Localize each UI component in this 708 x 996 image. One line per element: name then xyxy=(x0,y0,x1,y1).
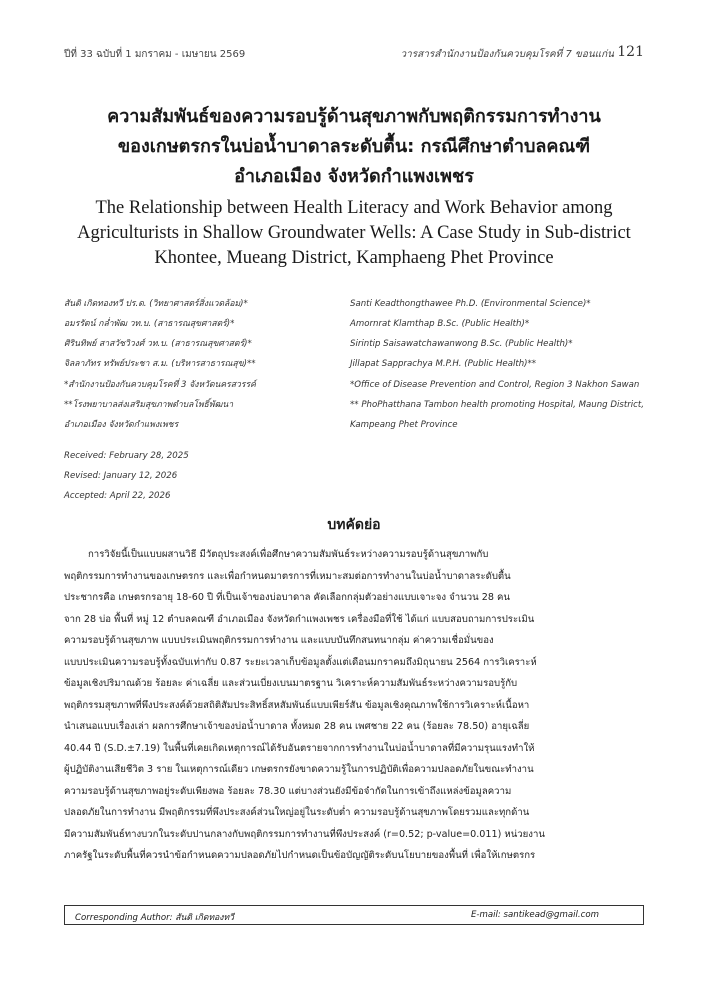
abstract-line: ความรอบรู้ด้านสุขภาพอยู่ระดับเพียงพอ ร้อยละ 78.30 แต่บางส่วนยังมีข้อจำกัดในการเข้าถึงแหล่งข้อมูลความ xyxy=(64,785,512,797)
abstract-line: ปลอดภัยในการทำงาน มีพฤติกรรมที่พึงประสงค์ส่วนใหญ่อยู่ในระดับต่ำ ความรอบรู้ด้านสุขภาพโดยรวมและทุกด้าน xyxy=(64,807,530,818)
abstract-line: มีความสัมพันธ์ทางบวกในระดับปานกลางกับพฤติกรรมการทำงานที่พึงประสงค์ (r=0.52; p-value=0.011) หน่วยงาน xyxy=(64,828,545,840)
submission-dates xyxy=(64,446,189,506)
author-entry: Jillapat Sapprachya M.P.H. (Public Health)** xyxy=(350,359,537,369)
abstract-line: 40.44 ปี (S.D.±7.19) ในพื้นที่เคยเกิดเหตุการณ์ได้รับอันตรายจากการทำงานในบ่อน้ำบาดาลที่มีความรุนแรงทำให้ xyxy=(64,742,535,754)
english-title xyxy=(64,196,644,271)
abstract-line: นำเสนอแบบเรื่องเล่า ผลการศึกษาเจ้าของบ่อน้ำบาดาล ทั้งหมด 28 คน เพศชาย 22 คน (ร้อยละ 78.50) อายุเฉลี่ย xyxy=(64,721,530,732)
affiliations-thai xyxy=(64,375,336,435)
journal-issue-info: ปีที่ 33 ฉบับที่ 1 มกราคม - เมษายน 2569 xyxy=(64,49,246,60)
affiliation-line: **โรงพยาบาลส่งเสริมสุขภาพตำบลโพธิ์พัฒนา xyxy=(64,400,234,410)
affiliation-line: ** PhoPhatthana Tambon health promoting Hospital, Maung District, xyxy=(350,400,644,410)
authors-thai xyxy=(64,294,336,374)
abstract-line: ประชากรคือ เกษตรกรอายุ 18-60 ปี ที่เป็นเจ้าของบ่อบาดาล คัดเลือกกลุ่มตัวอย่างแบบเจาะจง จำนวน 28 คน xyxy=(64,592,510,603)
author-entry: Amornrat Klamthap B.Sc. (Public Health)* xyxy=(350,319,530,329)
abstract-line: พฤติกรรมการทำงานของเกษตรกร และเพื่อกำหนดมาตรการที่เหมาะสมต่อการทำงานในบ่อน้ำบาดาลระดับตื้น xyxy=(64,570,511,582)
abstract-line: พฤติกรรมสุขภาพที่พึงประสงค์ด้วยสถิติสัมประสิทธิ์สหสัมพันธ์แบบเพียร์สัน ข้อมูลเชิงคุณภาพใช้การวิเคราะห์เนื้อหา xyxy=(64,699,530,711)
accepted-date: Accepted: April 22, 2026 xyxy=(64,491,171,501)
author-entry: สันติ เกิดทองทวี ปร.ด. (วิทยาศาสตร์สิ่งแวดล้อม)* xyxy=(64,299,248,309)
abstract-line: แบบประเมินความรอบรู้ทั้งฉบับเท่ากับ 0.87 ระยะเวลาเก็บข้อมูลตั้งแต่เดือนมกราคมถึงมิถุนายน 2564 การวิเคราะห์ xyxy=(64,656,537,668)
thai-title-line: ของเกษตรกรในบ่อน้ำบาดาลระดับตื้น: กรณีศึกษาตำบลคณฑี xyxy=(117,136,591,157)
author-entry: ศิรินทิพย์ สาสวัชวิวงศ์ วท.บ. (สาธารณสุขศาสตร์)* xyxy=(64,339,252,349)
affiliation-line: Kampeang Phet Province xyxy=(350,420,458,430)
english-title-line: Agriculturists in Shallow Groundwater Wells: A Case Study in Sub-district xyxy=(77,223,631,243)
english-title-line: Khontee, Mueang District, Kamphaeng Phet Province xyxy=(154,248,554,268)
author-entry: Santi Keadthongthawee Ph.D. (Environmental Science)* xyxy=(350,299,591,309)
abstract-body xyxy=(64,544,644,867)
page-number: 121 xyxy=(617,44,644,60)
affiliation-line: *สำนักงานป้องกันควบคุมโรคที่ 3 จังหวัดนครสวรรค์ xyxy=(64,380,256,390)
received-date: Received: February 28, 2025 xyxy=(64,451,189,461)
affiliation-line: อำเภอเมือง จังหวัดกำแพงเพชร xyxy=(64,420,179,430)
corresponding-author: Corresponding Author: สันติ เกิดทองทวี xyxy=(75,913,234,923)
journal-name: วารสารสำนักงานป้องกันควบคุมโรคที่ 7 ขอนแก่น xyxy=(400,49,614,60)
abstract-line: ภาครัฐในระดับพื้นที่ควรนำข้อกำหนดความปลอดภัยไปกำหนดเป็นข้อบัญญัติระดับนโยบายของพื้นที่ เพื่อให้เกษตรกร xyxy=(64,850,536,861)
abstract-line: การวิจัยนี้เป็นแบบผสานวิธี มีวัตถุประสงค์เพื่อศึกษาความสัมพันธ์ระหว่างความรอบรู้ด้านสุขภาพกับ xyxy=(88,549,489,560)
authors-english xyxy=(350,294,650,374)
abstract-line: ความรอบรู้ด้านสุขภาพ แบบประเมินพฤติกรรมการทำงาน และแบบบันทึกสนทนากลุ่ม ค่าความเชื่อมั่นของ xyxy=(64,635,494,646)
english-title-line: The Relationship between Health Literacy and Work Behavior among xyxy=(95,198,613,218)
corresponding-author-box xyxy=(64,905,644,925)
revised-date: Revised: January 12, 2026 xyxy=(64,471,178,481)
abstract-line: ผู้ปฏิบัติงานเสียชีวิต 3 ราย ในเหตุการณ์เดียว เกษตรกรยังขาดความรู้ในการปฏิบัติเพื่อความปลอดภัยในขณะทำงาน xyxy=(64,764,534,775)
author-entry: Sirintip Saisawatchawanwong B.Sc. (Public Health)* xyxy=(350,339,573,349)
author-entry: อมรรัตน์ กล่ำพัฒ วท.บ. (สาธารณสุขศาสตร์)* xyxy=(64,319,235,329)
abstract-heading: บทคัดย่อ xyxy=(327,517,381,533)
running-header xyxy=(64,44,644,64)
affiliation-line: *Office of Disease Prevention and Control, Region 3 Nakhon Sawan xyxy=(350,380,640,390)
abstract-line: ข้อมูลเชิงปริมาณด้วย ร้อยละ ค่าเฉลี่ย และส่วนเบี่ยงเบนมาตรฐาน วิเคราะห์ความสัมพันธ์ระหว่างความรอบรู้กับ xyxy=(64,678,518,689)
abstract-line: จาก 28 บ่อ พื้นที่ หมู่ 12 ตำบลคณฑี อำเภอเมือง จังหวัดกำแพงเพชร เครื่องมือที่ใช้ ได้แก่ แบบสอบถามการประเมิน xyxy=(64,613,535,625)
author-entry: จิลลาภัทร ทรัพย์ประชา ส.ม. (บริหารสาธารณสุข)** xyxy=(64,359,256,369)
author-email: E-mail: santikead@gmail.com xyxy=(470,910,599,920)
affiliations-english xyxy=(350,375,650,435)
thai-title xyxy=(64,102,644,192)
thai-title-line: ความสัมพันธ์ของความรอบรู้ด้านสุขภาพกับพฤติกรรมการทำงาน xyxy=(107,106,601,127)
thai-title-line: อำเภอเมือง จังหวัดกำแพงเพชร xyxy=(234,166,474,187)
